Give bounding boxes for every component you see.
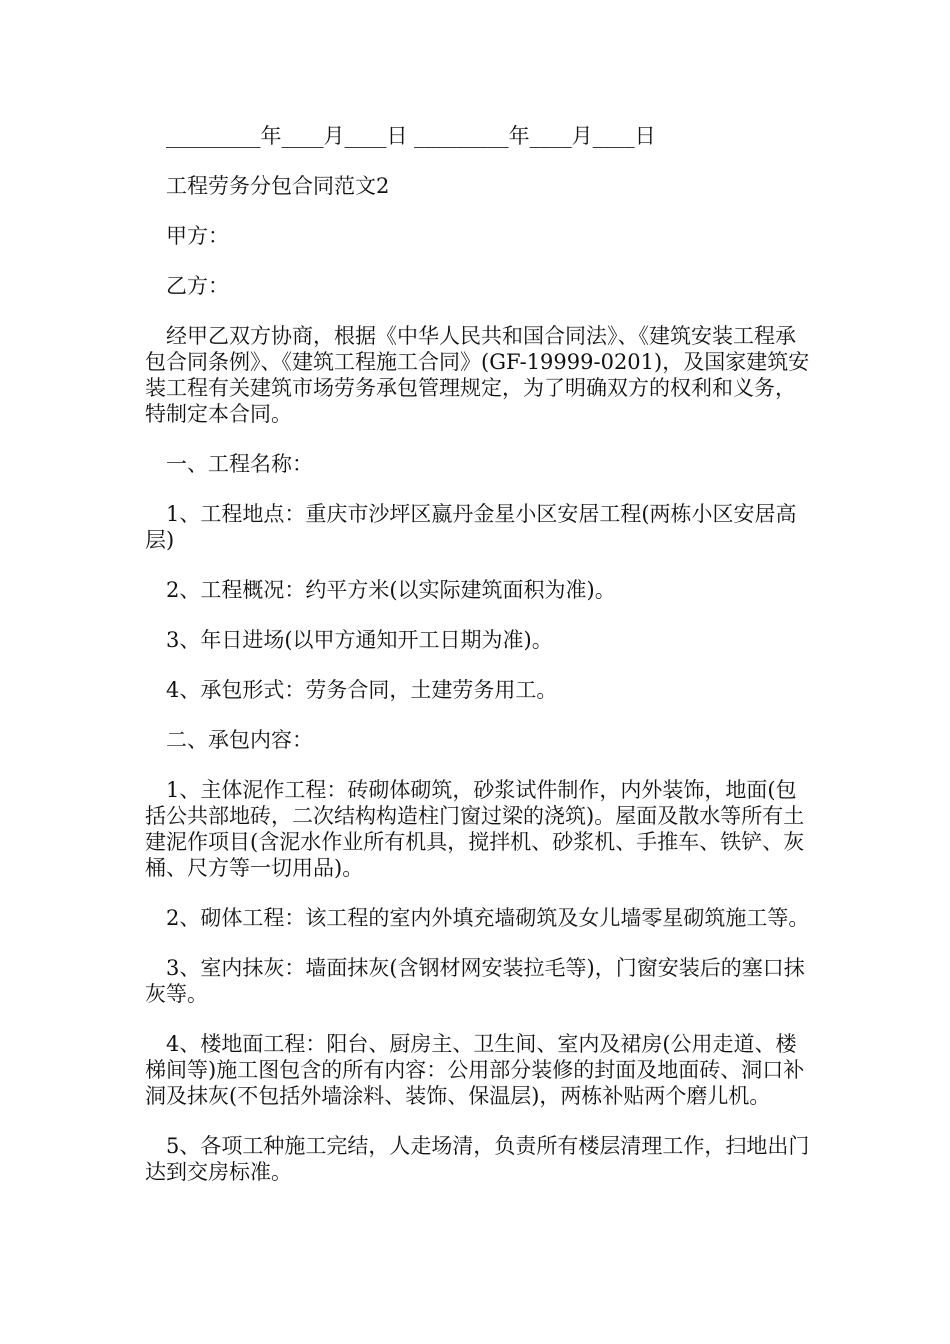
- section-2-item: 5、各项工种施工完结，人走场清，负责所有楼层清理工作，扫地出门达到交房标准。: [145, 1134, 810, 1184]
- section-2-item: 1、主体泥作工程：砖砌体砌筑，砂浆试件制作，内外装饰，地面(包括公共部地砖，二次结构构造柱门窗过梁的浇筑)。屋面及散水等所有土建泥作项目(含泥水作业所有机具，搅拌机、砂浆机、手推车、铁铲、灰桶、尺方等一切用品)。: [145, 778, 805, 880]
- document-title: 工程劳务分包合同范文2: [166, 174, 390, 198]
- party-b-label: 乙方：: [166, 274, 229, 298]
- section-1-item: 3、年日进场(以甲方通知开工日期为准)。: [166, 628, 553, 652]
- signature-date-line: _________年____月____日 _________年____月____日: [166, 124, 656, 148]
- section-1-item: 2、工程概况：约平方米(以实际建筑面积为准)。: [166, 578, 616, 602]
- section-2-item: 4、楼地面工程：阳台、厨房主、卫生间、室内及裙房(公用走道、楼梯间等)施工图包含的所有内容：公用部分装修的封面及地面砖、洞口补洞及抹灰(不包括外墙涂料、装饰、保温层)，两栋补贴两个磨儿机。: [145, 1032, 805, 1108]
- party-a-label: 甲方：: [166, 224, 229, 248]
- section-1-heading: 一、工程名称：: [166, 452, 313, 476]
- section-2-item: 3、室内抹灰：墙面抹灰(含钢材网安装拉毛等)，门窗安装后的塞口抹灰等。: [145, 956, 805, 1006]
- document-page: [145, 123, 813, 1185]
- section-2-item: 2、砌体工程：该工程的室内外填充墙砌筑及女儿墙零星砌筑施工等。: [166, 906, 810, 930]
- section-1-item: 1、工程地点：重庆市沙坪区嬴丹金星小区安居工程(两栋小区安居高层): [145, 502, 797, 552]
- section-1-item: 4、承包形式：劳务合同，土建劳务用工。: [166, 678, 558, 702]
- intro-paragraph: 经甲乙双方协商，根据《中华人民共和国合同法》、《建筑安装工程承包合同条例》、《建筑工程施工合同》(GF-19999-0201)，及国家建筑安装工程有关建筑市场劳务承包管理规定，为了明确双方的权利和义务，特制定本合同。: [145, 324, 810, 426]
- section-2-heading: 二、承包内容：: [166, 728, 313, 752]
